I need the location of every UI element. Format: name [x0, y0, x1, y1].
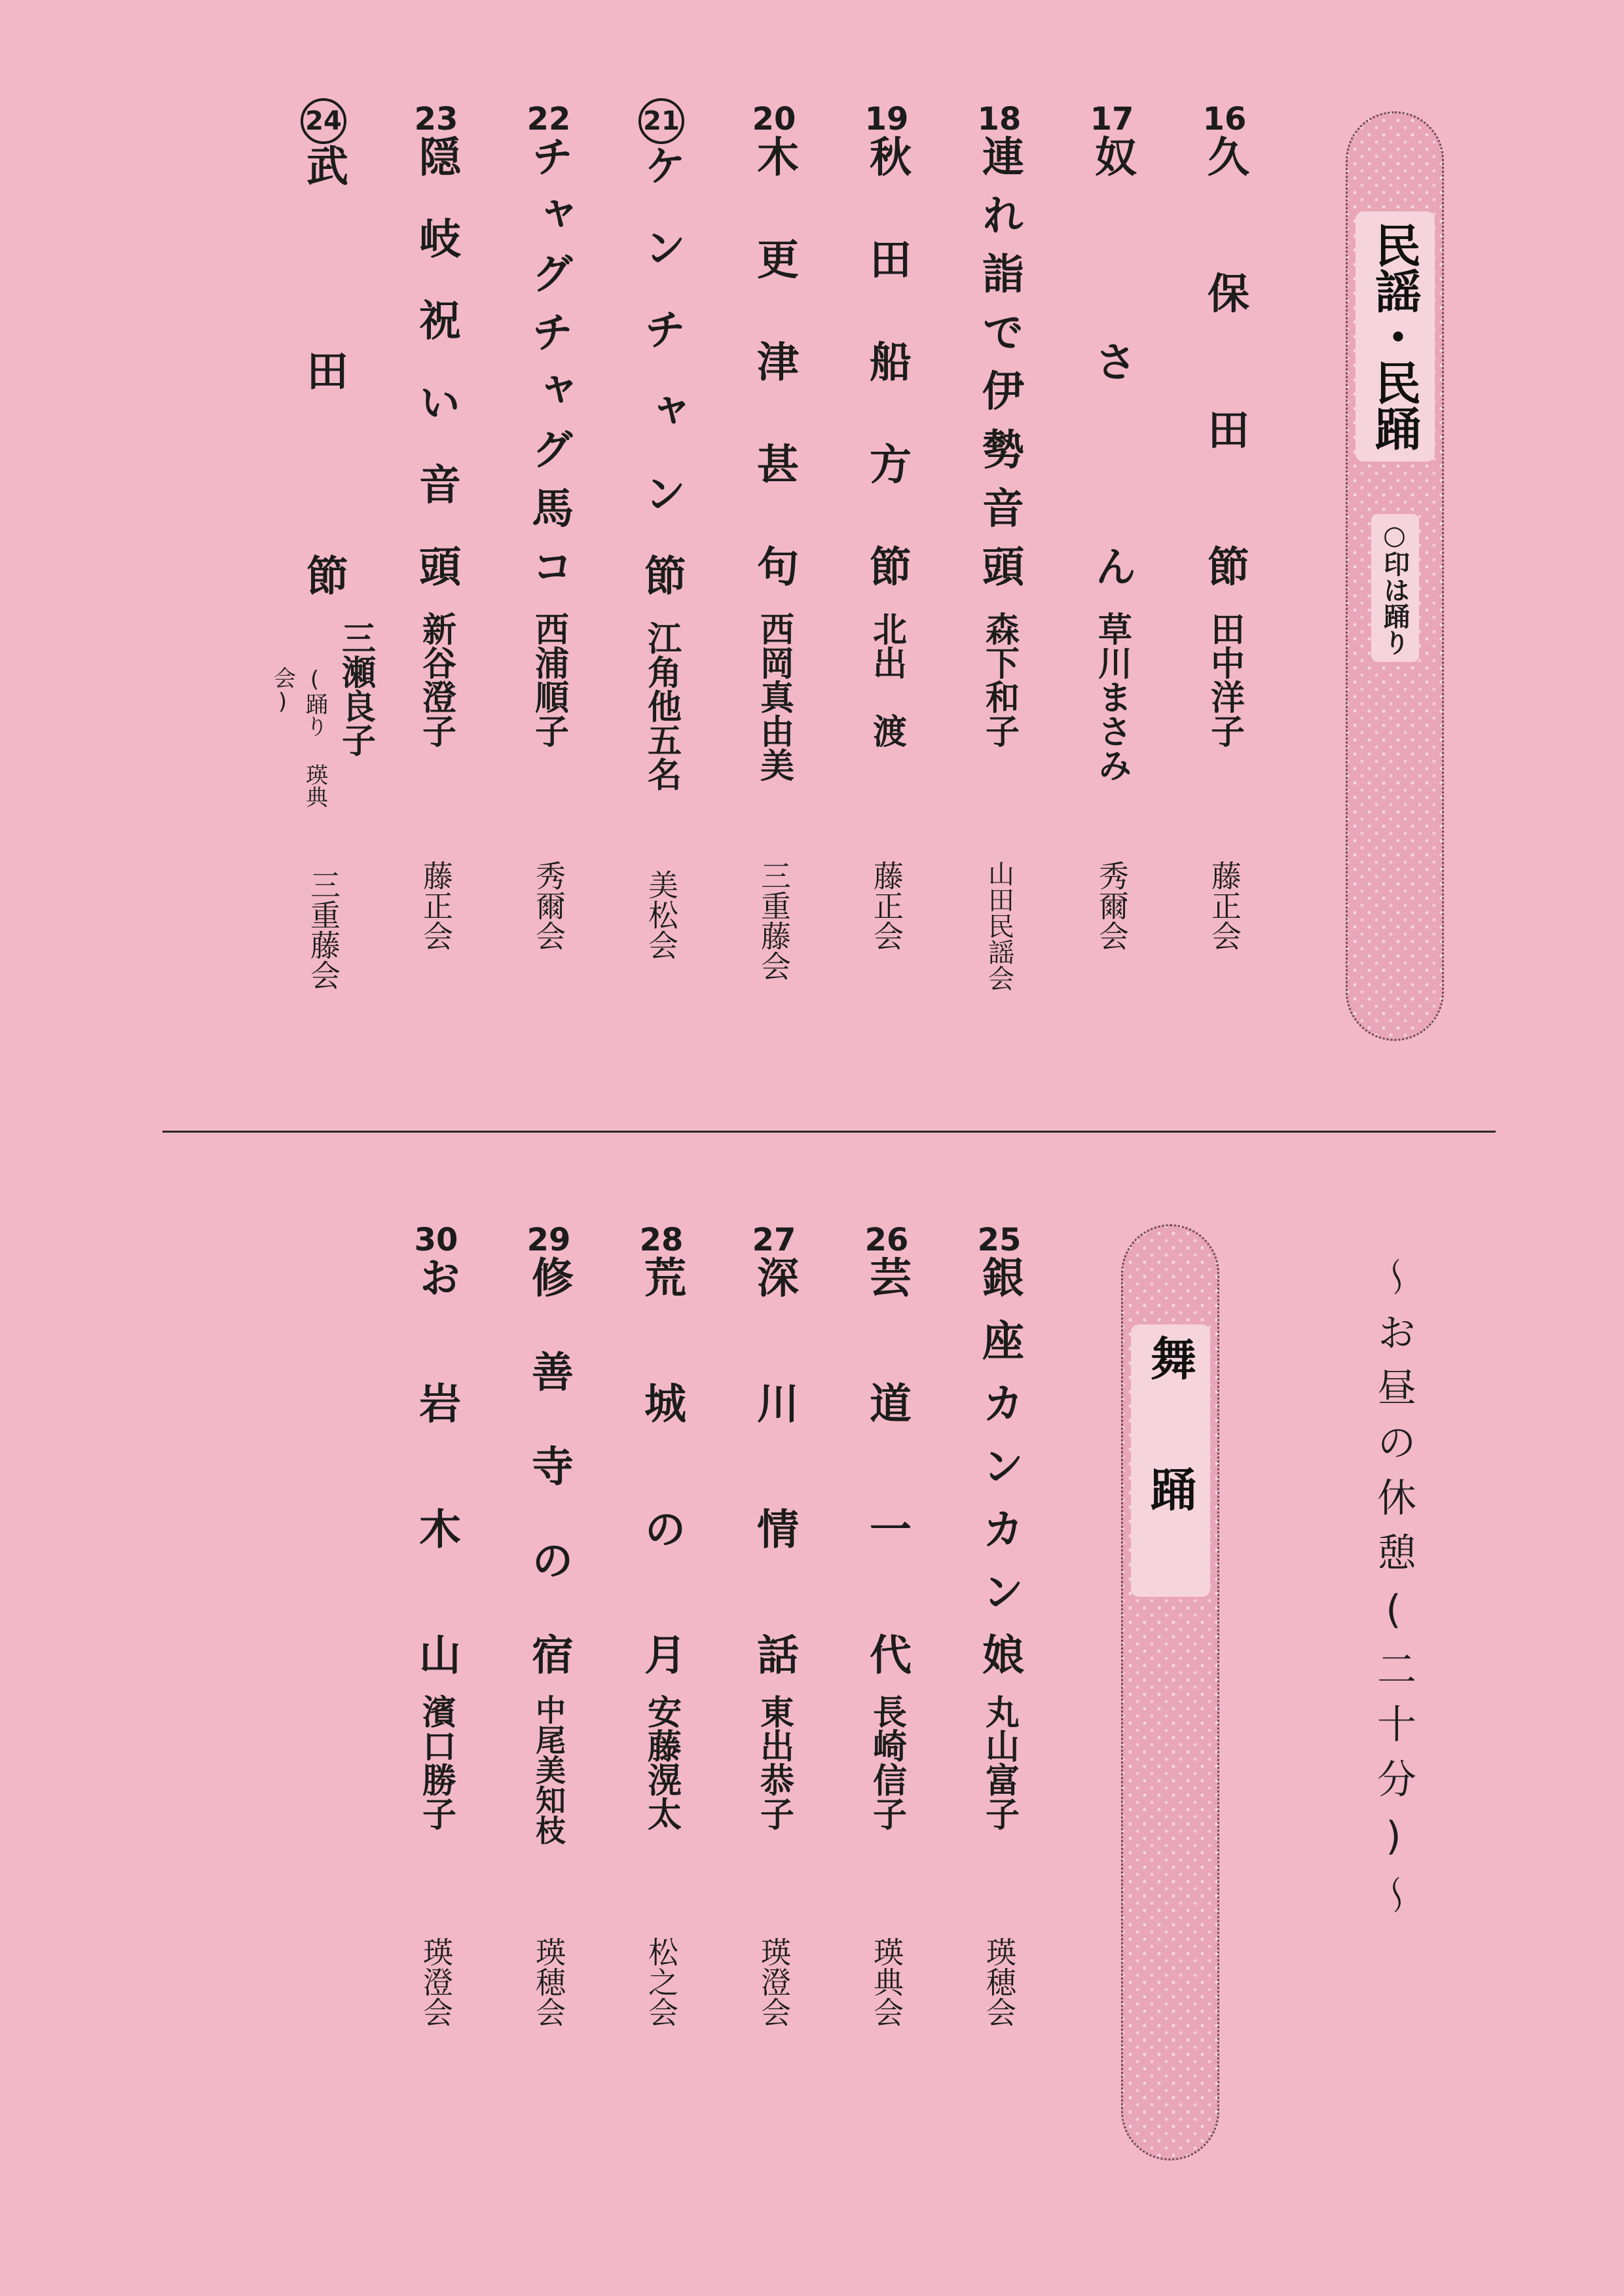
item-group: 瑛穂会: [982, 1937, 1017, 2027]
item-performer: 草川まさみ: [1092, 611, 1132, 782]
program-item: [1079, 103, 1145, 951]
item-title: 芸道一代: [862, 1256, 911, 1675]
item-group: 藤正会: [1207, 860, 1242, 951]
program-item: [1192, 103, 1257, 951]
item-performer: 安藤滉太: [641, 1694, 681, 1831]
item-performer: 北出 渡: [866, 611, 906, 748]
item-title: ケンチャン節: [637, 144, 686, 596]
item-performer: 濱口勝子: [416, 1694, 456, 1831]
item-group: 藤正会: [418, 860, 454, 951]
program-item: [629, 1224, 694, 2027]
item-number: 20: [752, 101, 796, 137]
item-group: 松之会: [644, 1937, 679, 2027]
item-title: 久保田節: [1200, 135, 1249, 587]
item-performer: 中尾美知枝: [531, 1694, 566, 1845]
program-item: [403, 1224, 469, 2027]
item-title: 隠岐祝い音頭: [412, 135, 460, 587]
program-item: [741, 103, 807, 981]
item-group: 瑛典会: [869, 1937, 904, 2027]
item-number: 18: [977, 101, 1022, 137]
item-title: 修善寺の宿: [525, 1256, 573, 1675]
program-item: [516, 1224, 581, 2027]
item-number-circled: 24: [301, 98, 346, 144]
program-item: [741, 1224, 807, 2027]
item-number: 29: [526, 1222, 571, 1258]
item-number: 25: [977, 1222, 1022, 1258]
item-title: 奴さん: [1088, 135, 1136, 587]
item-group: 山田民謡会: [984, 860, 1014, 991]
performer-note: (踊り 瑛典会): [269, 666, 328, 808]
item-number: 27: [752, 1222, 796, 1258]
item-performer: 長崎信子: [866, 1694, 906, 1831]
item-performer: 三瀬良子: [335, 621, 375, 757]
item-group: 瑛穂会: [531, 1937, 566, 2027]
item-title: 荒城の月: [637, 1256, 686, 1675]
section-heading-minyo: 民謡・民踊: [1356, 211, 1435, 462]
section-divider: [162, 1131, 1496, 1133]
lunch-break-note: ～お昼の休憩(二十分)～: [1371, 1257, 1416, 1930]
performer-block: [267, 621, 380, 843]
program-item: [854, 1224, 919, 2027]
item-performer: 森下和子: [979, 611, 1019, 748]
program-item: [516, 103, 581, 951]
item-number: 17: [1090, 101, 1134, 137]
item-performer: 丸山富子: [979, 1694, 1019, 1831]
program-item: [403, 103, 469, 951]
item-group: 藤正会: [869, 860, 904, 951]
item-title: チャグチャグ馬コ: [525, 135, 573, 587]
item-group: 瑛澄会: [418, 1937, 454, 2027]
item-group: 美松会: [644, 869, 679, 960]
item-title: お岩木山: [412, 1256, 460, 1675]
item-title: 木更津甚句: [750, 135, 798, 587]
item-performer: 西浦順子: [528, 611, 568, 748]
item-group: 三重藤会: [306, 869, 341, 990]
item-group: 瑛澄会: [756, 1937, 792, 2027]
program-item: [854, 103, 919, 951]
item-title: 銀座カンカン娘: [975, 1256, 1024, 1675]
program-item-dance: [269, 98, 375, 990]
item-performer: 西岡真由美: [754, 611, 794, 782]
item-group: 三重藤会: [756, 860, 792, 981]
item-number: 16: [1202, 101, 1247, 137]
program-item-dance: [629, 98, 694, 960]
item-number: 22: [526, 101, 571, 137]
item-performer: 新谷澄子: [416, 611, 456, 748]
item-group: 秀爾会: [1094, 860, 1130, 951]
item-number-circled: 21: [638, 98, 684, 144]
item-number: 28: [639, 1222, 684, 1258]
item-title: 深川情話: [750, 1256, 798, 1675]
item-performer: 田中洋子: [1204, 611, 1244, 748]
item-number: 23: [414, 101, 458, 137]
item-number: 30: [414, 1222, 458, 1258]
item-number: 19: [864, 101, 909, 137]
item-title: 武田節: [299, 144, 348, 596]
item-performer: 江角他五名: [641, 621, 681, 791]
section-badge-buyo: [1121, 1224, 1219, 2160]
section-heading-buyo: 舞踊: [1131, 1324, 1210, 1597]
item-group: 秀爾会: [531, 860, 566, 951]
program-item: [967, 103, 1032, 991]
dance-legend-note: ○印は踊り: [1371, 514, 1419, 662]
item-performer: 東出恭子: [754, 1694, 794, 1831]
program-item: [967, 1224, 1032, 2027]
section-badge-minyo: [1346, 111, 1444, 1041]
item-number: 26: [864, 1222, 909, 1258]
item-title: 連れ詣で伊勢音頭: [975, 135, 1024, 587]
item-title: 秋田船方節: [862, 135, 911, 587]
